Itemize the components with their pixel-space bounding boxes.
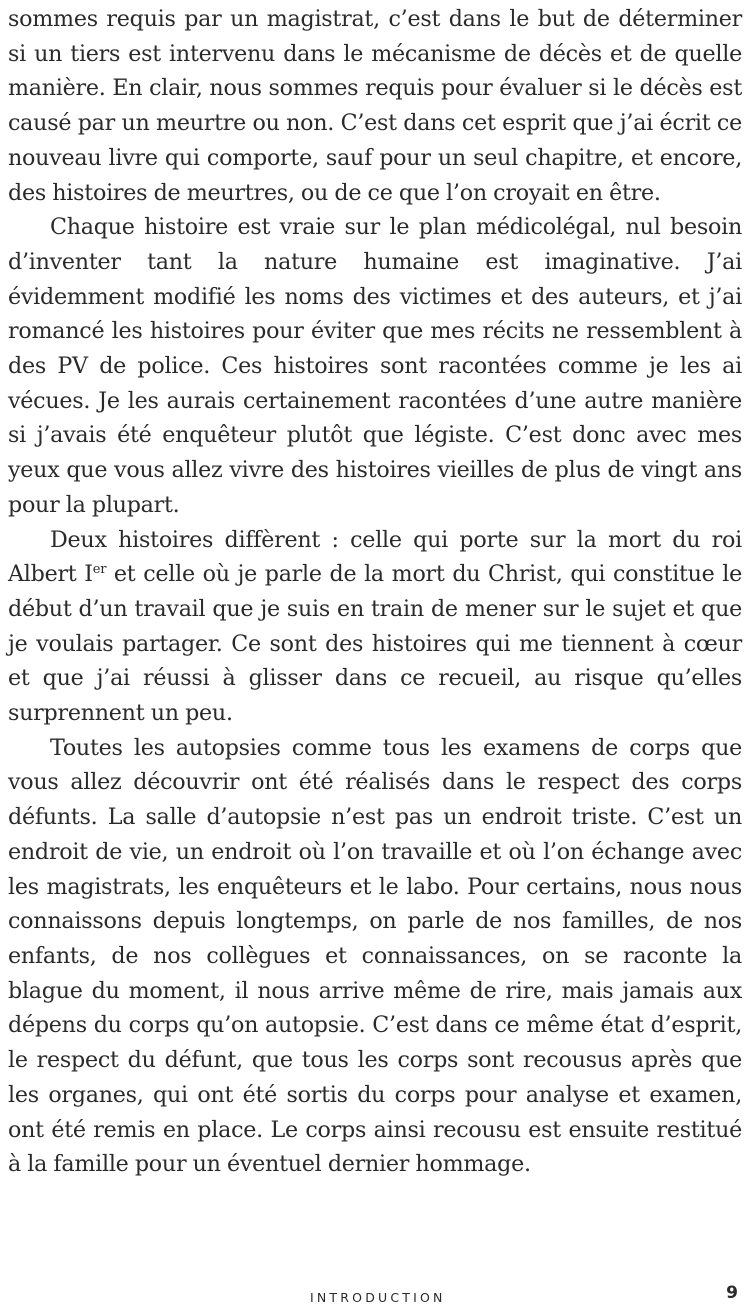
superscript-er: er bbox=[92, 562, 107, 578]
paragraph-text-part: et celle où je parle de la mort du Christ, qui constitue le début d’un travail que je suis en train de mener sur le sujet et que je voulais partager. Ce sont des histoires qui me tiennent à cœur et que j’ai réussi à glisser dans ce recueil, au risque qu’elles surprennent un peu. bbox=[8, 561, 742, 727]
running-footer-section: INTRODUCTION bbox=[310, 1290, 446, 1305]
paragraph-autopsies: Toutes les autopsies comme tous les examens de corps que vous allez découvrir ont été réalisés dans le respect des corps défunts. La salle d’autopsie n’est pas un endroit triste. C’est un endroit de vie, un endroit où l’on travaille et où l’on échange avec les magistrats, les enquêteurs et le labo. Pour certains, nous nous connaissons depuis longtemps, on parle de nos familles, de nos enfants, de nos collègues et connaissances, on se raconte la blague du moment, il nous arrive même de rire, mais jamais aux dépens du corps qu’on autopsie. C’est dans ce même état d’esprit, le respect du défunt, que tous les corps sont recousus après que les organes, qui ont été sortis du corps pour analyse et examen, ont été remis en place. Le corps ainsi recousu est ensuite restitué à la famille pour un éventuel dernier hommage. bbox=[8, 734, 742, 1178]
page-number: 9 bbox=[726, 1283, 738, 1303]
paragraph-continuation: sommes requis par un magistrat, c’est dans le but de déterminer si un tiers est intervenu dans le mécanisme de décès et de quelle manière. En clair, nous sommes requis pour évaluer si le décès est causé par un meurtre ou non. C’est dans cet esprit que j’ai écrit ce nouveau livre qui comporte, sauf pour un seul chapitre, et encore, des histoires de meurtres, ou de ce que l’on croyait en être. bbox=[8, 6, 742, 206]
paragraph-deux-histoires bbox=[8, 523, 742, 731]
book-page-body bbox=[8, 2, 742, 1182]
paragraph-histoire-vraie: Chaque histoire est vraie sur le plan médicolégal, nul besoin d’inventer tant la nature humaine est imaginative. J’ai évidemment modifié les noms des victimes et des auteurs, et j’ai romancé les histoires pour éviter que mes récits ne ressemblent à des PV de police. Ces histoires sont racontées comme je les ai vécues. Je les aurais certainement racontées d’une autre manière si j’avais été enquêteur plutôt que légiste. C’est donc avec mes yeux que vous allez vivre des histoires vieilles de plus de vingt ans pour la plupart. bbox=[8, 214, 742, 518]
paragraph-text-part: Deux histoires diffèrent : celle qui porte sur la mort du roi Albert I bbox=[8, 526, 742, 588]
